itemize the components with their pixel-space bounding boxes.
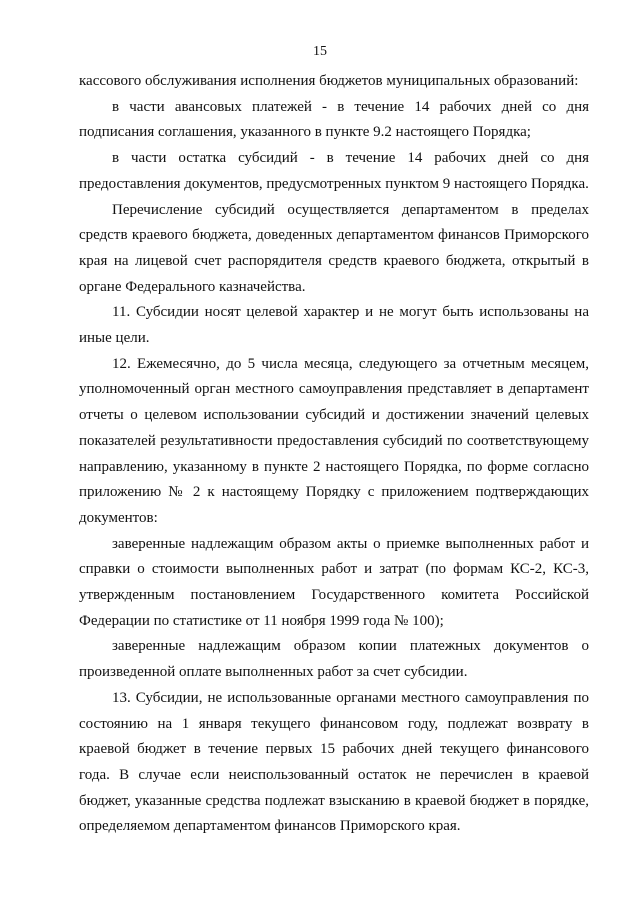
paragraph-clause-12: 12. Ежемесячно, до 5 числа месяца, следующего за отчетным месяцем, уполномоченный орган местного самоуправления представляет в департамент отчеты о целевом использовании субсидий и достижении значений целевых показателей результативности предоставления субсидий по соответствующему направлению, указанному в пункте 2 настоящего Порядка, по форме согласно приложению № 2 к настоящему Порядку с приложением подтверждающих документов: <box>79 355 589 526</box>
document-body <box>79 69 589 840</box>
paragraph-payment-copies: заверенные надлежащим образом копии платежных документов о произведенной оплате выполненных работ за счет субсидии. <box>79 638 589 681</box>
paragraph-advance-payments: в части авансовых платежей - в течение 14 рабочих дней со дня подписания соглашения, указанного в пункте 9.2 настоящего Порядка; <box>79 98 589 141</box>
page-number: 15 <box>313 44 327 59</box>
paragraph-clause-13: 13. Субсидии, не использованные органами местного самоуправления по состоянию на 1 января текущего финансовом году, подлежат возврату в краевой бюджет в течение первых 15 рабочих дней текущего финансового года. В случае если неиспользованный остаток не перечислен в краевой бюджет, указанные средства подлежат взысканию в краевой бюджет в порядке, определяемом департаментом финансов Приморского края. <box>79 689 589 835</box>
paragraph-acceptance-acts: заверенные надлежащим образом акты о приемке выполненных работ и справки о стоимости выполненных работ и затрат (по формам КС-2, КС-3, утвержденным постановлением Государственного комитета Российской Федерации по статистике от 11 ноября 1999 года № 100); <box>79 535 589 629</box>
paragraph-continuation: кассового обслуживания исполнения бюджетов муниципальных образований: <box>79 73 579 89</box>
paragraph-subsidy-balance: в части остатка субсидий - в течение 14 рабочих дней со дня предоставления документов, предусмотренных пунктом 9 настоящего Порядка. <box>79 150 589 192</box>
paragraph-transfer-of-subsidies: Перечисление субсидий осуществляется департаментом в пределах средств краевого бюджета, доведенных департаментом финансов Приморского края на лицевой счет распорядителя средств краевого бюджета, открытый в органе Федерального казначейства. <box>79 201 589 295</box>
paragraph-clause-11: 11. Субсидии носят целевой характер и не могут быть использованы на иные цели. <box>79 304 589 347</box>
